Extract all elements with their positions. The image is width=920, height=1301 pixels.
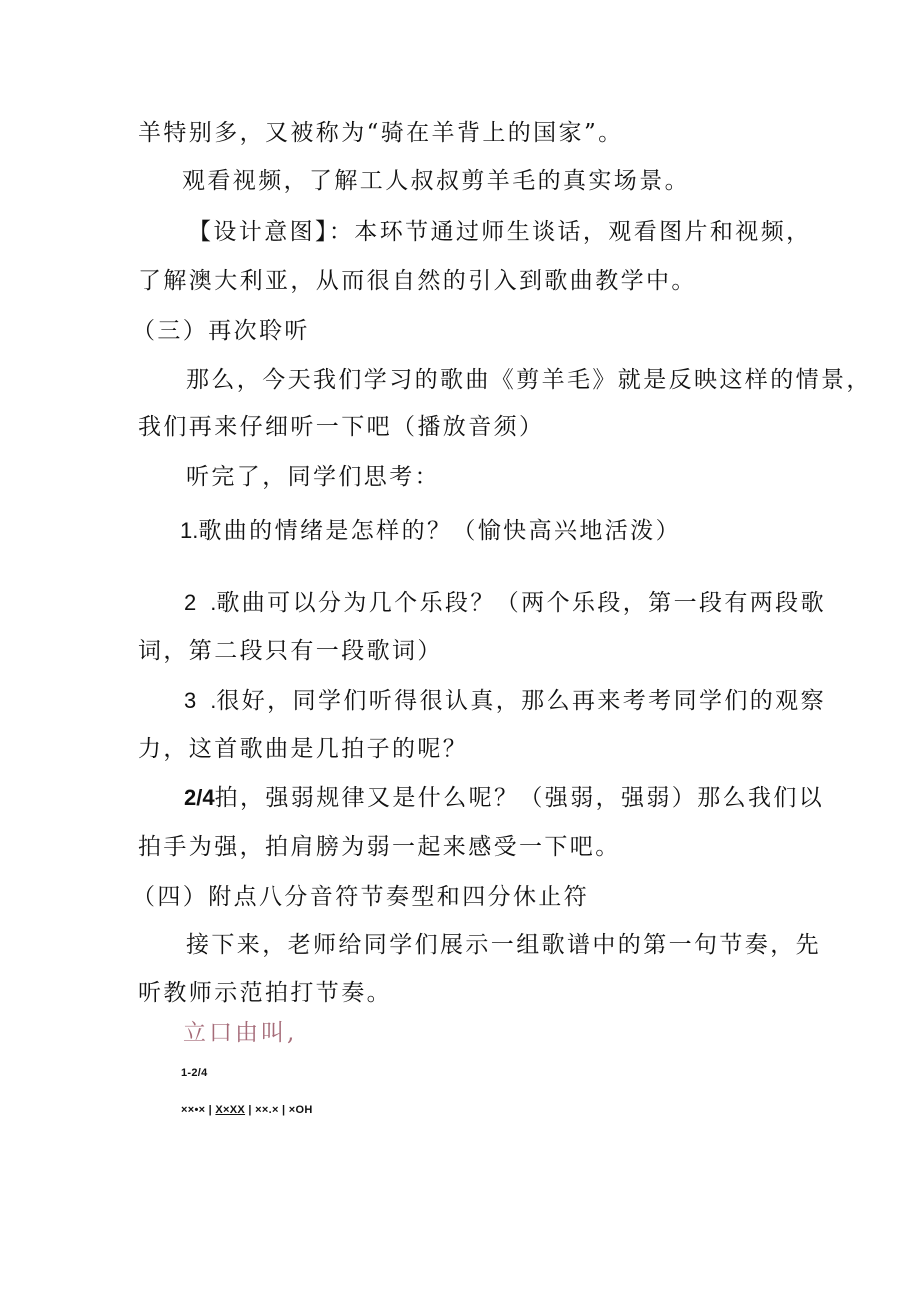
question-3-line-1 [184,686,826,716]
design-intent-line-2: 了解澳大利亚，从而很自然的引入到歌曲教学中。 [138,268,697,294]
paragraph-line-1: 羊特别多，又被称为“骑在羊背上的国家”。 [138,120,624,146]
question-1-number: 1 [180,518,193,543]
question-2-text: 歌曲可以分为几个乐段？（两个乐段，第一段有两段歌 [216,590,826,616]
rhythm-part-3: | ××.× | ×OH [245,1104,313,1116]
beat-number: 2/4 [184,785,215,810]
question-3-line-2: 力，这首歌曲是几拍子的呢？ [138,736,469,762]
beat-line-1 [184,783,824,813]
rhythm-part-1: ××•× | [181,1104,216,1116]
question-1 [180,516,681,546]
question-3-dot: . [210,688,217,713]
section-heading-4: （四）附点八分音符节奏型和四分休止符 [132,884,590,910]
paragraph-line-3: 那么，今天我们学习的歌曲《剪羊毛》就是反映这样的情景， [186,367,872,393]
question-2-number: 2 [184,590,197,615]
rhythm-notation [181,1103,313,1117]
section-heading-3: （三）再次聆听 [132,318,310,344]
paragraph-line-5: 听完了，同学们思考： [186,464,440,490]
question-2-line-1 [184,588,826,618]
question-1-text: 歌曲的情绪是怎样的？（愉快高兴地活泼） [198,518,681,544]
beat-line-2: 拍手为强，拍肩膀为弱一起来感受一下吧。 [138,834,621,860]
question-2-dot: . [210,590,217,615]
question-2-line-2: 词，第二段只有一段歌词） [138,638,443,664]
beat-text: 拍，强弱规律又是什么呢？（强弱，强弱）那么我们以 [214,785,825,811]
paragraph-line-2: 观看视频，了解工人叔叔剪羊毛的真实场景。 [182,168,690,194]
time-signature-label: 1-2/4 [181,1067,208,1079]
question-3-number: 3 [184,688,197,713]
paragraph-line-6: 接下来，老师给同学们展示一组歌谱中的第一句节奏，先 [186,932,821,958]
question-1-dot: . [192,518,199,543]
faded-stamp-text: 立口由叫, [183,1020,298,1046]
paragraph-line-7: 听教师示范拍打节奏。 [138,980,392,1006]
question-3-text: 很好，同学们听得很认真，那么再来考考同学们的观察 [216,688,826,714]
design-intent-line-1: 【设计意图】：本环节通过师生谈话，观看图片和视频， [188,219,812,245]
rhythm-part-2: X×XX [215,1104,246,1116]
paragraph-line-4: 我们再来仔细听一下吧（播放音须） [138,414,545,440]
